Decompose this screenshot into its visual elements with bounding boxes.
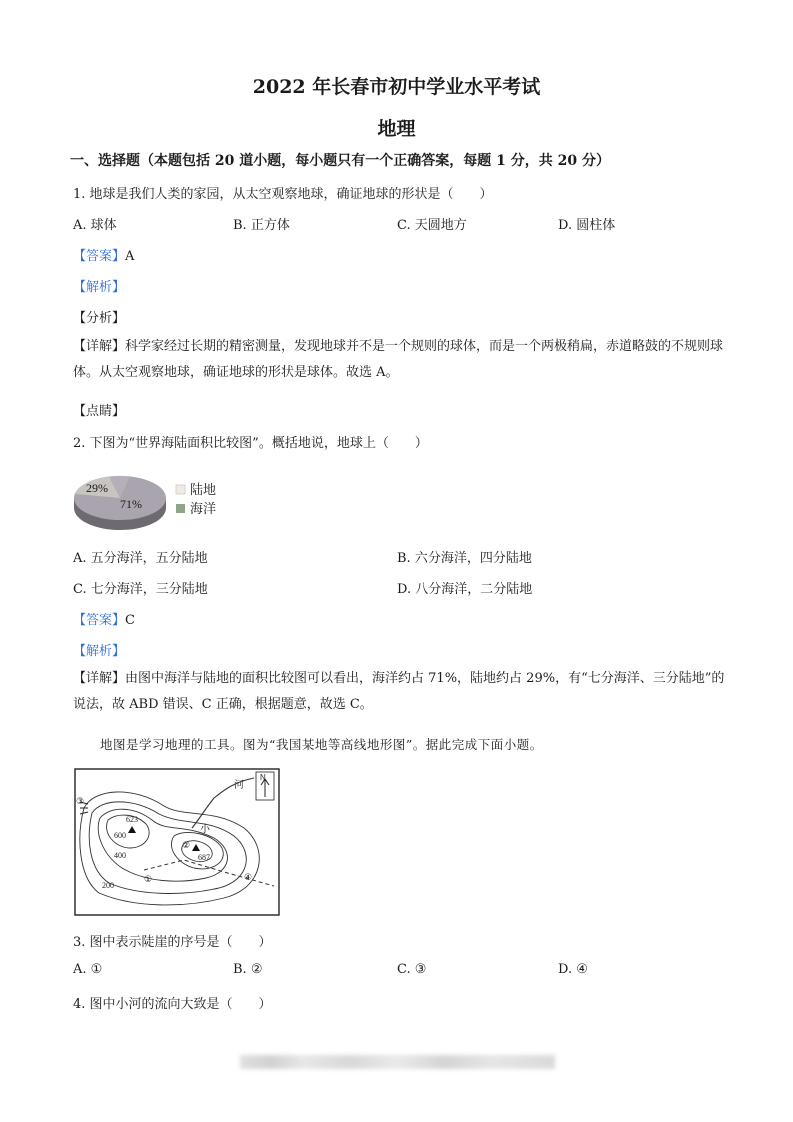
- q1-fenxi-label: 【分析】: [73, 311, 126, 326]
- answer-value: A: [125, 249, 135, 264]
- q3-option-a: A. ①: [73, 962, 103, 977]
- ocean-percent-label: 71%: [120, 497, 142, 511]
- q3-option-b: B. ②: [233, 962, 263, 977]
- q1-option-c: C. 天圆地方: [397, 218, 467, 233]
- contour-400-label: 400: [114, 851, 126, 860]
- q1-analysis-label: 【解析】: [73, 280, 126, 295]
- q2-stem: 2. 下图为“世界海陆面积比较图”。概括地说，地球上（ ）: [73, 436, 428, 451]
- detail-text: 科学家经过长期的精密测量，发现地球并不是一个规则的球体，而是一个两极稍扁，赤道略鼓的不规则球体。从太空观察地球，确证地球的形状是球体。故选 A。: [73, 339, 724, 380]
- q1-option-a: A. 球体: [73, 218, 117, 233]
- q2-answer: [73, 609, 135, 628]
- marker-1: ①: [144, 875, 153, 885]
- q1-comment-label: 【点睛】: [73, 404, 126, 419]
- page-title: 2022 年长春市初中学业水平考试: [252, 76, 541, 98]
- section-heading: 一、选择题（本题包括 20 道小题，每小题只有一个正确答案，每题 1 分，共 20 分）: [70, 153, 610, 169]
- marker-2: ②: [182, 841, 191, 851]
- river-label-1: 河: [234, 780, 244, 791]
- q2-option-d: D. 八分海洋，二分陆地: [397, 582, 533, 597]
- river-label-2: 小: [200, 824, 210, 835]
- q4-stem: 4. 图中小河的流向大致是（ ）: [73, 997, 272, 1012]
- legend-land-swatch: [176, 485, 185, 494]
- q2-option-b: B. 六分海洋，四分陆地: [397, 551, 532, 566]
- answer-label: 【答案】: [73, 249, 126, 264]
- marker-4: ④: [244, 873, 253, 883]
- q1-detail: [73, 334, 733, 386]
- q3-option-d: D. ④: [558, 962, 588, 977]
- q2-option-c: C. 七分海洋，三分陆地: [73, 582, 208, 597]
- contour-200-label: 200: [102, 881, 114, 890]
- contour-map: [74, 768, 280, 916]
- legend-ocean-swatch: [176, 504, 185, 513]
- detail-label: 【详解】: [73, 339, 126, 354]
- q2-detail: [73, 666, 733, 718]
- legend-land-label: 陆地: [190, 482, 217, 497]
- q1-option-b: B. 正方体: [233, 218, 290, 233]
- q3-stem: 3. 图中表示陡崖的序号是（ ）: [73, 935, 272, 950]
- detail-label: 【详解】: [73, 671, 126, 686]
- footer-watermark: [240, 1055, 555, 1069]
- legend-ocean-label: 海洋: [190, 501, 217, 516]
- peak1-elevation: 623: [126, 815, 138, 824]
- map-intro: 地图是学习地理的工具。图为“我国某地等高线地形图”。据此完成下面小题。: [100, 737, 543, 752]
- q1-stem: 1. 地球是我们人类的家园，从太空观察地球，确证地球的形状是（ ）: [73, 187, 493, 202]
- land-percent-label: 29%: [86, 481, 108, 495]
- contour-600-label: 600: [114, 831, 126, 840]
- marker-3: ③: [76, 797, 85, 807]
- peak2-elevation: 687: [198, 853, 210, 862]
- answer-label: 【答案】: [73, 613, 126, 628]
- north-label: N: [260, 773, 266, 782]
- q1-option-d: D. 圆柱体: [558, 218, 616, 233]
- answer-value: C: [125, 613, 135, 628]
- sea-land-pie-chart: [72, 460, 232, 540]
- subject-title: 地理: [377, 118, 416, 140]
- q3-option-c: C. ③: [397, 962, 427, 977]
- detail-text: 由图中海洋与陆地的面积比较图可以看出，海洋约占 71%，陆地约占 29%，有“七分海洋、三分陆地”的说法，故 ABD 错误、C 正确，根据题意，故选 C。: [73, 671, 725, 712]
- q2-option-a: A. 五分海洋，五分陆地: [73, 551, 208, 566]
- q1-answer: [73, 245, 134, 264]
- q2-analysis-label: 【解析】: [73, 644, 126, 659]
